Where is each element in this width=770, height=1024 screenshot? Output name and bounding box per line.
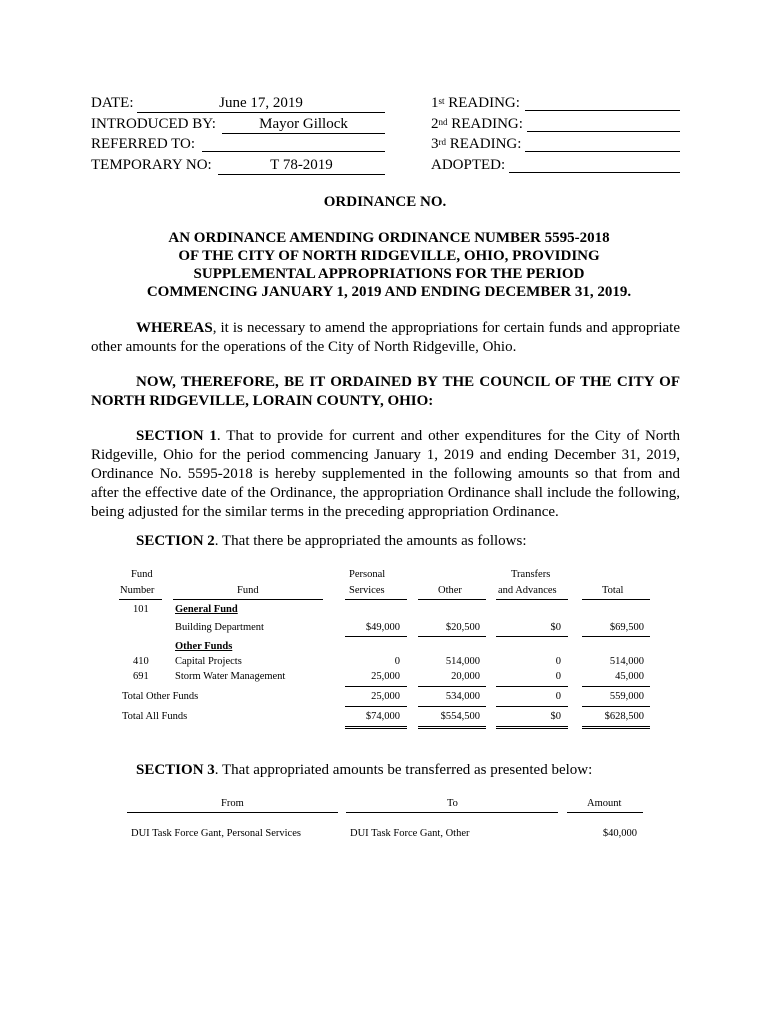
transfer-from: DUI Task Force Gant, Personal Services — [131, 828, 301, 839]
total-value: $69,500 — [609, 622, 644, 633]
row-underline — [496, 706, 568, 707]
referred-to-label: REFERRED TO: — [91, 136, 196, 152]
header-transfers-line1: Transfers — [511, 569, 551, 580]
total-value: 559,000 — [609, 691, 644, 702]
second-reading-blank — [527, 114, 680, 132]
transfers-value: 0 — [555, 671, 561, 682]
total-value: 45,000 — [615, 671, 644, 682]
fund-number: 410 — [133, 656, 149, 667]
second-reading-label: 2nd READING: — [431, 116, 523, 132]
personal-services-value: 0 — [394, 656, 400, 667]
header-underline — [582, 599, 650, 600]
header-fund: Fund — [237, 585, 259, 596]
header-amount: Amount — [587, 798, 622, 809]
header-underline — [173, 599, 323, 600]
row-underline — [345, 686, 407, 687]
third-reading-label: 3rd READING: — [431, 136, 522, 152]
row-underline — [418, 706, 486, 707]
double-underline — [345, 726, 407, 729]
adopted-blank — [509, 155, 680, 173]
whereas-paragraph: WHEREAS, it is necessary to amend the appropriations for certain funds and appropriate other amounts for the operations of the City of North Ridgeville, Ohio. — [91, 320, 680, 355]
other-value: $554,500 — [440, 711, 480, 722]
double-underline — [496, 726, 568, 729]
third-reading-blank — [525, 134, 680, 152]
first-reading-label: 1st READING: — [431, 95, 520, 111]
transfers-value: 0 — [555, 656, 561, 667]
referred-to-blank — [202, 134, 385, 152]
title-line: SUPPLEMENTAL APPROPRIATIONS FOR THE PERIOD — [193, 266, 585, 282]
other-value: 534,000 — [445, 691, 480, 702]
transfers-value: 0 — [555, 691, 561, 702]
header-underline — [346, 812, 558, 813]
row-underline — [345, 706, 407, 707]
row-underline — [418, 636, 486, 637]
row-underline — [582, 636, 650, 637]
section-2-heading: SECTION 2. That there be appropriated the amounts as follows: — [136, 533, 527, 549]
header-underline — [496, 599, 568, 600]
personal-services-value: 25,000 — [371, 691, 400, 702]
section-3-heading: SECTION 3. That appropriated amounts be transferred as presented below: — [136, 762, 593, 778]
header-underline — [567, 812, 643, 813]
header-underline — [119, 599, 162, 600]
row-underline — [496, 686, 568, 687]
first-reading-blank — [525, 93, 680, 111]
date-value: June 17, 2019 — [137, 93, 385, 113]
other-value: 20,000 — [451, 671, 480, 682]
total-other-funds-label: Total Other Funds — [122, 691, 199, 702]
fund-number: 101 — [133, 604, 149, 615]
row-underline — [582, 706, 650, 707]
row-underline — [496, 636, 568, 637]
row-underline — [345, 636, 407, 637]
header-other: Other — [438, 585, 462, 596]
header-transfers-line2: and Advances — [498, 585, 557, 596]
introduced-by-label: INTRODUCED BY: — [91, 116, 216, 132]
introduced-by-value: Mayor Gillock — [222, 114, 385, 134]
other-value: $20,500 — [445, 622, 480, 633]
personal-services-value: $49,000 — [365, 622, 400, 633]
transfer-amount: $40,000 — [602, 828, 637, 839]
row-underline — [582, 686, 650, 687]
title-line: AN ORDINANCE AMENDING ORDINANCE NUMBER 5595-2018 — [168, 230, 610, 246]
personal-services-value: 25,000 — [371, 671, 400, 682]
fund-name: Storm Water Management — [175, 671, 286, 682]
title-line: OF THE CITY OF NORTH RIDGEVILLE, OHIO, PROVIDING — [178, 248, 600, 264]
header-underline — [345, 599, 407, 600]
fund-number: 691 — [133, 671, 149, 682]
header-underline — [418, 599, 486, 600]
temporary-no-value: T 78-2019 — [218, 155, 385, 175]
transfers-value: $0 — [550, 711, 561, 722]
header-fund-number-line1: Fund — [131, 569, 153, 580]
row-underline — [418, 686, 486, 687]
general-fund-heading: General Fund — [175, 604, 238, 615]
section-1-paragraph: SECTION 1. That to provide for current and other expenditures for the City of North Ridgeville, Ohio for the period commencing January 1, 2019 and ending December 31, 2019, Ordinance No. 5595-2018 is hereby supplemented in the following amounts so that from and after the effective date of the Ordinance, the appropriation Ordinance shall include the following, being adjusted for the similar terms in the preceding appropriation Ordinance. — [91, 428, 680, 520]
fund-name: Building Department — [175, 622, 264, 633]
header-from: From — [221, 798, 244, 809]
header-underline — [127, 812, 338, 813]
total-value: 514,000 — [609, 656, 644, 667]
header-personal-line1: Personal — [349, 569, 386, 580]
other-value: 514,000 — [445, 656, 480, 667]
header-to: To — [447, 798, 458, 809]
temporary-no-label: TEMPORARY NO: — [91, 157, 212, 173]
double-underline — [582, 726, 650, 729]
personal-services-value: $74,000 — [365, 711, 400, 722]
double-underline — [418, 726, 486, 729]
date-label: DATE: — [91, 95, 134, 111]
title-line: COMMENCING JANUARY 1, 2019 AND ENDING DECEMBER 31, 2019. — [146, 284, 632, 300]
ordinance-number-heading: ORDINANCE NO. — [323, 194, 447, 210]
now-therefore-clause: NOW, THEREFORE, BE IT ORDAINED BY THE COUNCIL OF THE CITY OF NORTH RIDGEVILLE, LORAIN COUNTY, OHIO: — [91, 374, 680, 409]
fund-name: Capital Projects — [175, 656, 242, 667]
header-total: Total — [602, 585, 624, 596]
adopted-label: ADOPTED: — [431, 157, 506, 173]
transfer-to: DUI Task Force Gant, Other — [350, 828, 470, 839]
header-personal-line2: Services — [349, 585, 385, 596]
transfers-value: $0 — [550, 622, 561, 633]
total-value: $628,500 — [604, 711, 644, 722]
other-funds-heading: Other Funds — [175, 641, 233, 652]
total-all-funds-label: Total All Funds — [122, 711, 188, 722]
header-fund-number-line2: Number — [120, 585, 155, 596]
